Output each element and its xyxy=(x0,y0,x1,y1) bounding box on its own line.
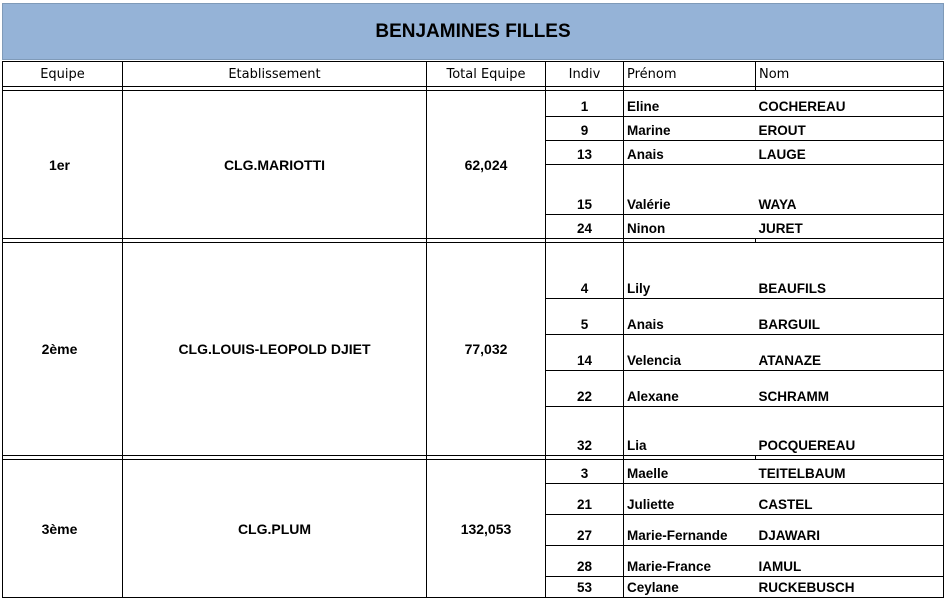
member-nom: WAYA xyxy=(756,165,944,215)
member-nom: CASTEL xyxy=(756,484,944,515)
member-prenom: Lily xyxy=(624,243,756,299)
team-rank: 1er xyxy=(3,91,123,239)
member-indiv: 5 xyxy=(546,299,624,335)
header-row xyxy=(3,62,944,87)
member-prenom: Anais xyxy=(624,141,756,165)
member-indiv: 13 xyxy=(546,141,624,165)
member-nom: POCQUEREAU xyxy=(756,407,944,456)
member-nom: COCHEREAU xyxy=(756,91,944,117)
team-body xyxy=(3,91,944,598)
member-indiv: 4 xyxy=(546,243,624,299)
member-nom: EROUT xyxy=(756,117,944,141)
header-prenom: Prénom xyxy=(624,62,756,87)
member-indiv: 15 xyxy=(546,165,624,215)
member-prenom: Valérie xyxy=(624,165,756,215)
member-prenom: Lia xyxy=(624,407,756,456)
member-prenom: Alexane xyxy=(624,371,756,407)
team-school: CLG.MARIOTTI xyxy=(123,91,427,239)
member-prenom: Maelle xyxy=(624,460,756,484)
header-etablissement: Etablissement xyxy=(123,62,427,87)
member-indiv: 28 xyxy=(546,546,624,577)
member-prenom: Eline xyxy=(624,91,756,117)
member-indiv: 27 xyxy=(546,515,624,546)
member-indiv: 14 xyxy=(546,335,624,371)
member-nom: LAUGE xyxy=(756,141,944,165)
member-indiv: 32 xyxy=(546,407,624,456)
member-nom: BARGUIL xyxy=(756,299,944,335)
team-school: CLG.PLUM xyxy=(123,460,427,598)
member-indiv: 9 xyxy=(546,117,624,141)
table-row xyxy=(3,460,944,484)
member-nom: IAMUL xyxy=(756,546,944,577)
member-prenom: Velencia xyxy=(624,335,756,371)
member-nom: BEAUFILS xyxy=(756,243,944,299)
results-table xyxy=(2,61,944,598)
member-prenom: Marine xyxy=(624,117,756,141)
member-indiv: 53 xyxy=(546,577,624,598)
member-nom: TEITELBAUM xyxy=(756,460,944,484)
member-prenom: Juliette xyxy=(624,484,756,515)
member-nom: SCHRAMM xyxy=(756,371,944,407)
member-prenom: Ninon xyxy=(624,215,756,239)
sheet-title: BENJAMINES FILLES xyxy=(2,3,944,60)
team-total: 62,024 xyxy=(427,91,546,239)
team-rank: 2ème xyxy=(3,243,123,456)
member-prenom: Anais xyxy=(624,299,756,335)
header-total: Total Equipe xyxy=(427,62,546,87)
header-indiv: Indiv xyxy=(546,62,624,87)
table-row xyxy=(3,91,944,117)
team-total: 77,032 xyxy=(427,243,546,456)
team-rank: 3ème xyxy=(3,460,123,598)
member-nom: ATANAZE xyxy=(756,335,944,371)
member-prenom: Marie-France xyxy=(624,546,756,577)
team-total: 132,053 xyxy=(427,460,546,598)
member-indiv: 1 xyxy=(546,91,624,117)
member-prenom: Marie-Fernande xyxy=(624,515,756,546)
team-school: CLG.LOUIS-LEOPOLD DJIET xyxy=(123,243,427,456)
header-equipe: Equipe xyxy=(3,62,123,87)
member-indiv: 21 xyxy=(546,484,624,515)
member-nom: DJAWARI xyxy=(756,515,944,546)
member-indiv: 3 xyxy=(546,460,624,484)
member-nom: JURET xyxy=(756,215,944,239)
results-sheet xyxy=(2,3,944,616)
member-nom: RUCKEBUSCH xyxy=(756,577,944,598)
member-prenom: Ceylane xyxy=(624,577,756,598)
member-indiv: 22 xyxy=(546,371,624,407)
member-indiv: 24 xyxy=(546,215,624,239)
table-row xyxy=(3,243,944,299)
header-nom: Nom xyxy=(756,62,944,87)
